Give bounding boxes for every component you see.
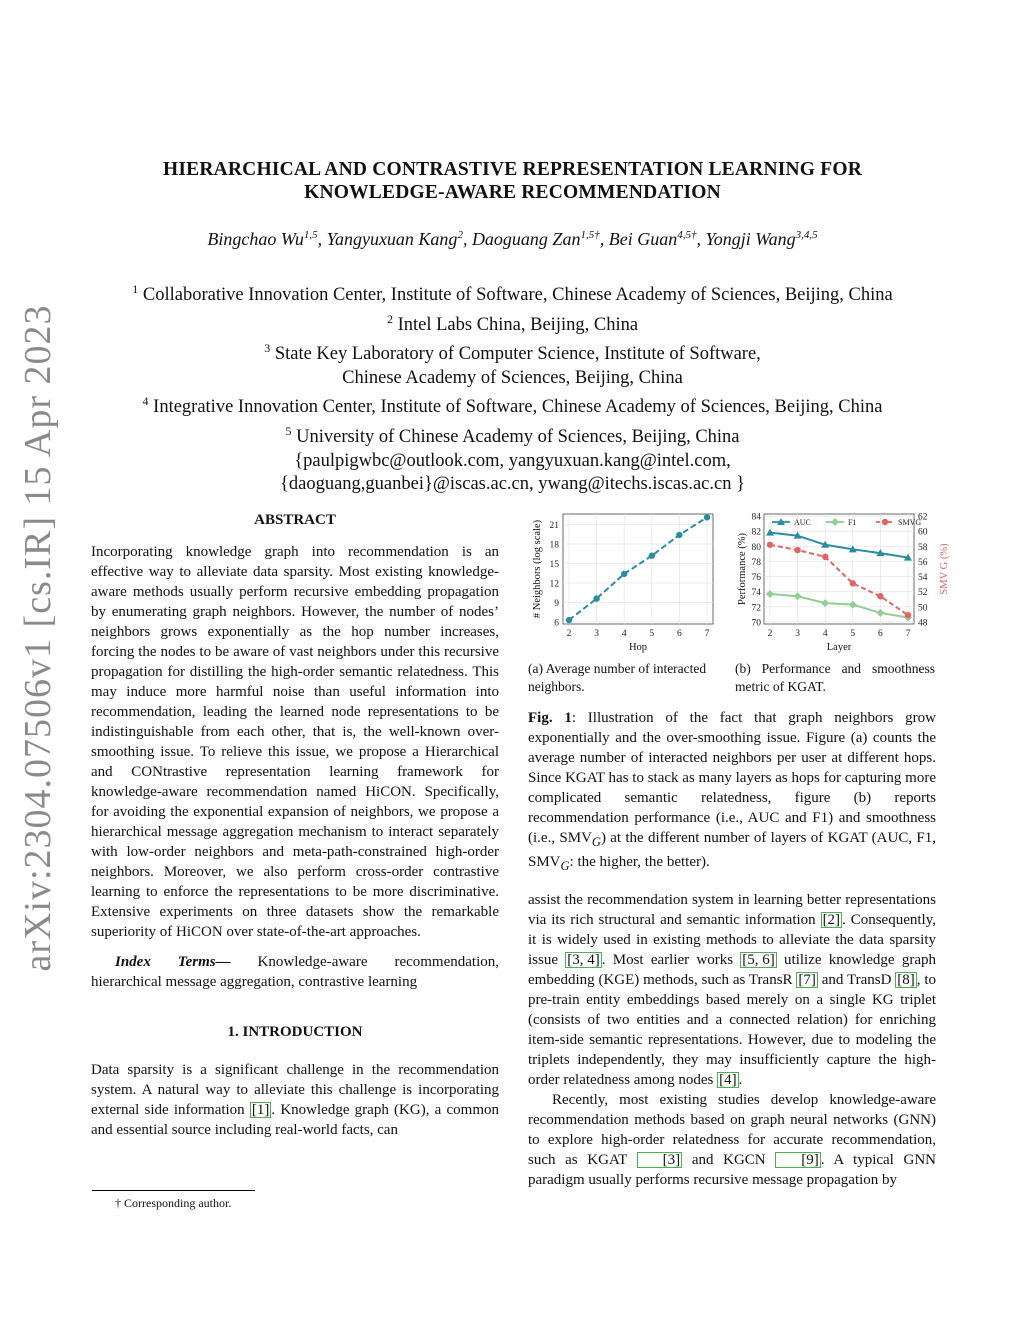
affiliation-list — [80, 278, 945, 497]
figure-caption: Fig. 1: Illustration of the fact that graph neighbors grow exponentially and the over-smoothing issue. Figure (a) counts the average number of interacted neighbors per user at different hops. Since KGAT has to stack as many layers as hops for capturing more complicated semantic relatedness, figure (b) reports recommendation performance (i.e., AUC and F1) and smoothness (i.e., $SMV_G$) at the different number of layers of KGAT (AUC, F1, $SMV_G$: the higher, the better). — [528, 710, 936, 873]
paragraph: Recently, most existing studies develop knowledge-aware recommendation methods based on graph neural networks (GNN) to explore high-order relatedness for accurate recommendation, such as KGAT [3] and KGCN [9] . A typical GNN paradigm usually performs recursive message propagation by — [528, 1092, 936, 1188]
intro-heading: 1. INTRODUCTION — [227, 1024, 363, 1040]
x-tick-label: 6 — [677, 629, 682, 639]
x-tick-label: 3 — [594, 629, 599, 639]
author: Yongji Wang$^{3,4,5}$ — [705, 229, 818, 249]
y-tick-label: 9 — [554, 599, 559, 609]
x-tick-label: 5 — [649, 629, 655, 639]
intro-paragraph: Data sparsity is a significant challenge in the recommendation system. A natural way to alleviate this challenge is incorporating external side information [1] . Knowledge graph (KG), a common and essential source including real-world facts, can — [91, 1062, 499, 1138]
subcaption-b: (b) Performance and smoothness metric of KGAT. — [735, 661, 935, 694]
author: Bingchao Wu$^{1,5}$, — [207, 229, 327, 249]
paper-title — [100, 158, 925, 204]
affiliation-line: $^5$ University of Chinese Academy of Sciences, Beijing, China — [285, 424, 740, 448]
y-axis-label: Performance (%) — [737, 532, 748, 606]
x-axis-label: Hop — [628, 642, 648, 653]
affiliation-line: $^3$ State Key Laboratory of Computer Science, Institute of Software, — [264, 341, 761, 365]
y2-tick-label: 56 — [918, 557, 928, 568]
citation-link[interactable]: [3] — [637, 1152, 683, 1168]
citation-link[interactable]: [4] — [719, 1072, 737, 1088]
x-axis-label: Layer — [826, 642, 852, 653]
citation-link[interactable]: [2] — [822, 912, 841, 928]
abstract-text: Incorporating knowledge graph into recommendation is an effective way to alleviate data sparsity. Most existing knowledge-aware methods usually perform recursive embedding propagation by enumerating graph neighbors. However, the number of nodes’ neighbors grows exponentially as the hop number increases, forcing the nodes to be aware of vast neighbors under this recursive propagation for distilling the high-order semantic relatedness. This may induce more harmful noise than useful information into recommendation, leading the learned node representations to be indistinguishable from each other, that is, the well-known over-smoothing issue. To relieve this issue, we propose a Hierarchical and CONtrastive representation learning framework for knowledge-aware recommendation named HiCON. Specifically, for avoiding the exponential expansion of neighbors, we propose a hierarchical message aggregation mechanism to interact separately with low-order neighbors and meta-path-constrained high-order neighbors. Moreover, we also perform cross-order contrastive learning to enforce the representations to be more discriminative. Extensive experiments on three datasets show the remarkable superiority of HiCON over state-of-the-art approaches. — [91, 544, 499, 940]
x-tick-label: 6 — [878, 629, 883, 639]
y2-tick-label: 48 — [918, 618, 928, 629]
y-tick-label: 76 — [751, 573, 761, 584]
y-tick-label: 72 — [751, 603, 761, 614]
author-list — [100, 229, 925, 250]
x-tick-label: 4 — [822, 629, 828, 639]
title-line-1: HIERARCHICAL AND CONTRASTIVE REPRESENTATION LEARNING FOR — [162, 159, 863, 180]
legend-label: SMVG — [898, 518, 922, 527]
data-point — [822, 554, 828, 560]
y-tick-label: 18 — [549, 540, 559, 551]
data-point — [593, 595, 599, 601]
citation-link[interactable]: [3, 4] — [567, 952, 600, 968]
title-line-2: KNOWLEDGE-AWARE RECOMMENDATION — [304, 182, 721, 203]
y2-tick-label: 58 — [918, 542, 928, 553]
author: Daoguang Zan$^{1,5\dagger}$, — [471, 229, 609, 249]
x-tick-label: 5 — [850, 629, 856, 639]
citation-link[interactable]: [1] — [251, 1102, 270, 1118]
left-column — [91, 510, 499, 1140]
y-tick-label: 6 — [554, 618, 559, 629]
data-point — [877, 593, 883, 599]
data-point — [767, 542, 773, 548]
y2-tick-label: 62 — [918, 512, 928, 523]
legend-label: F1 — [848, 518, 857, 527]
subcaption-a: (a) Average number of interacted neighbors. — [528, 661, 707, 694]
y2-tick-label: 60 — [918, 527, 928, 538]
data-point — [621, 571, 627, 577]
x-tick-label: 7 — [704, 629, 710, 639]
legend-label: AUC — [794, 518, 811, 527]
data-point — [905, 612, 911, 618]
y-axis-label: # Neighbors (log scale) — [532, 519, 543, 619]
chart-performance — [734, 508, 956, 653]
y2-tick-label: 52 — [918, 588, 928, 599]
y2-tick-label: 54 — [918, 573, 928, 584]
y-tick-label: 21 — [549, 521, 559, 531]
data-point — [676, 532, 682, 538]
y-tick-label: 80 — [751, 542, 761, 553]
data-point — [566, 617, 572, 623]
y-tick-label: 84 — [751, 512, 761, 523]
index-terms: Index Terms— Knowledge-aware recommendation, hierarchical message aggregation, contrastive learning — [91, 954, 500, 990]
citation-link[interactable]: [9] — [775, 1152, 821, 1168]
x-tick-label: 2 — [767, 629, 773, 639]
y-tick-label: 70 — [751, 618, 761, 629]
data-point — [850, 580, 856, 586]
citation-link[interactable]: [5, 6] — [742, 952, 775, 968]
y2-axis-label: SMV G (%) — [939, 543, 950, 595]
abstract-heading: ABSTRACT — [254, 512, 336, 528]
x-tick-label: 3 — [795, 629, 800, 639]
x-tick-label: 7 — [905, 629, 911, 639]
x-tick-label: 4 — [621, 629, 627, 639]
y-tick-label: 82 — [751, 527, 761, 538]
paragraph: assist the recommendation system in learning better representations via its rich structural and semantic information [2] . Consequently, it is widely used in existing methods to alleviate the data sparsity issue [3, 4] . Most earlier works [5, 6] utilize knowledge graph embedding (KGE) methods, such as TransR [7] and TransD [8] , to pre-train entity embeddings based merely on a single KG triplet (consists of two entities and a connected relation) for enriching item-side semantic representations. However, due to modeling the triplets independently, they may insufficiently capture the high-order relatedness among nodes [4] . — [528, 892, 936, 1088]
email-line: {daoguang,guanbei}@iscas.ac.cn, ywang@itechs.iscas.ac.cn } — [280, 474, 745, 495]
affiliation-line: Chinese Academy of Sciences, Beijing, China — [342, 367, 683, 388]
arxiv-identifier: arXiv:2304.07506v1 [cs.IR] 15 Apr 2023 — [17, 304, 59, 972]
y-tick-label: 74 — [751, 588, 761, 599]
data-point — [794, 547, 800, 553]
author: Bei Guan$^{4,5\dagger}$, — [608, 229, 706, 249]
y-tick-label: 12 — [549, 579, 559, 590]
data-point — [649, 553, 655, 559]
legend-marker — [882, 519, 888, 525]
affiliation-line: $^2$ Intel Labs China, Beijing, China — [386, 311, 639, 335]
footnote-rule — [92, 1190, 255, 1191]
right-column — [528, 890, 936, 1190]
affiliation-line: $^4$ Integrative Innovation Center, Institute of Software, Chinese Academy of Sciences, Beijing, China — [142, 394, 883, 418]
citation-link[interactable]: [7] — [798, 972, 816, 988]
author: Yangyuxuan Kang$^2$, — [326, 229, 472, 249]
footnote: † Corresponding author. — [115, 1196, 232, 1210]
email-line: {paulpigwbc@outlook.com, yangyuxuan.kang@intel.com, — [294, 450, 731, 471]
y-tick-label: 78 — [751, 557, 761, 568]
data-point — [704, 514, 710, 520]
y-tick-label: 15 — [549, 560, 559, 570]
y2-tick-label: 50 — [918, 603, 928, 614]
affiliation-line: $^1$ Collaborative Innovation Center, Institute of Software, Chinese Academy of Sciences, Beijing, China — [132, 282, 893, 306]
citation-link[interactable]: [8] — [897, 972, 915, 988]
chart-neighbors — [527, 508, 722, 653]
x-tick-label: 2 — [566, 629, 572, 639]
